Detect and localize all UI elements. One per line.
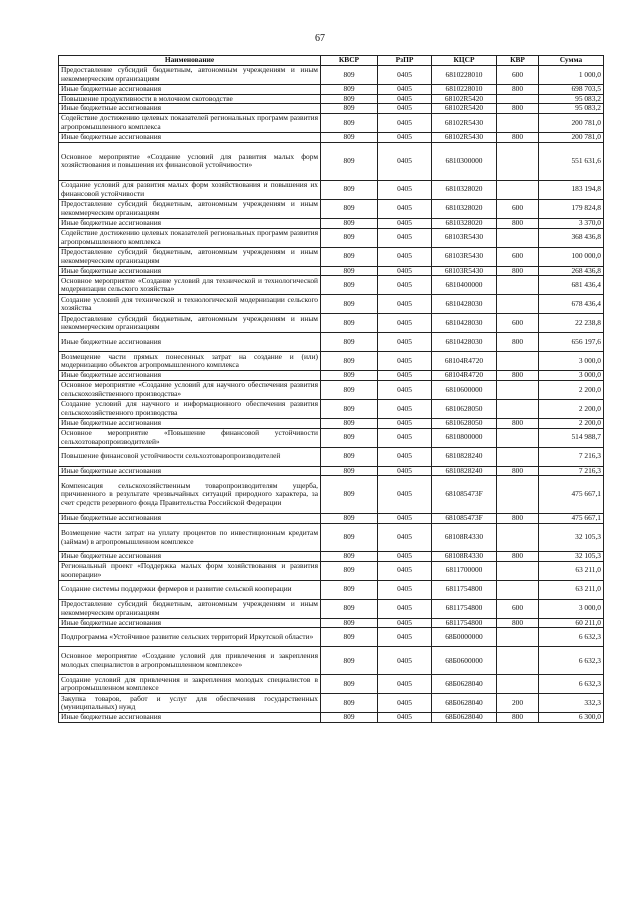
cell-rzpr: 0405 xyxy=(378,447,432,466)
cell-name: Иные бюджетные ассигнования xyxy=(59,85,321,95)
table-row xyxy=(59,380,604,399)
header-kvr: КВР xyxy=(497,56,539,66)
cell-kvsr: 809 xyxy=(321,380,378,399)
cell-rzpr: 0405 xyxy=(378,180,432,199)
cell-sum: 63 211,0 xyxy=(539,561,604,580)
cell-kcsr: 68102R5430 xyxy=(432,114,497,133)
cell-kvr xyxy=(497,380,539,399)
cell-kcsr: 68Б0628040 xyxy=(432,694,497,713)
cell-rzpr: 0405 xyxy=(378,647,432,675)
cell-sum: 183 194,8 xyxy=(539,180,604,199)
cell-sum: 95 083,2 xyxy=(539,94,604,104)
cell-kcsr: 6810600000 xyxy=(432,380,497,399)
cell-name: Компенсация сельскохозяйственным товаропроизводителям ущерба, причиненного в результате чрезвычайных ситуаций природного характера, за счет средств резервного фонда Правительства Российской Федерации xyxy=(59,476,321,514)
cell-sum: 32 105,3 xyxy=(539,552,604,562)
cell-kvsr: 809 xyxy=(321,333,378,352)
cell-sum: 268 436,8 xyxy=(539,266,604,276)
cell-kcsr: 6810828240 xyxy=(432,466,497,476)
cell-kcsr: 68102R5430 xyxy=(432,133,497,143)
cell-rzpr: 0405 xyxy=(378,133,432,143)
cell-kvr xyxy=(497,352,539,371)
cell-rzpr: 0405 xyxy=(378,114,432,133)
table-row xyxy=(59,66,604,85)
cell-kvsr: 809 xyxy=(321,352,378,371)
cell-kvsr: 809 xyxy=(321,694,378,713)
cell-kvsr: 809 xyxy=(321,199,378,218)
cell-kcsr: 6810328020 xyxy=(432,180,497,199)
cell-kvsr: 809 xyxy=(321,628,378,647)
table-row xyxy=(59,180,604,199)
cell-name: Иные бюджетные ассигнования xyxy=(59,104,321,114)
cell-name: Возмещение части затрат на уплату процентов по инвестиционным кредитам (займам) в агропромышленном комплексе xyxy=(59,524,321,552)
cell-kvsr: 809 xyxy=(321,713,378,723)
cell-kvr: 800 xyxy=(497,333,539,352)
cell-kcsr: 68103R5430 xyxy=(432,228,497,247)
cell-sum: 368 436,8 xyxy=(539,228,604,247)
cell-name: Предоставление субсидий бюджетным, автономным учреждениям и иным некоммерческим организациям xyxy=(59,66,321,85)
cell-kvsr: 809 xyxy=(321,447,378,466)
cell-kvsr: 809 xyxy=(321,247,378,266)
cell-kvsr: 809 xyxy=(321,514,378,524)
table-row xyxy=(59,561,604,580)
cell-kcsr: 68104R4720 xyxy=(432,371,497,381)
cell-kcsr: 6810228010 xyxy=(432,85,497,95)
cell-sum: 2 200,0 xyxy=(539,418,604,428)
table-row xyxy=(59,114,604,133)
table-row xyxy=(59,599,604,618)
table-row xyxy=(59,418,604,428)
cell-kvr xyxy=(497,628,539,647)
cell-rzpr: 0405 xyxy=(378,266,432,276)
table-row xyxy=(59,133,604,143)
cell-kcsr: 681085473F xyxy=(432,514,497,524)
cell-rzpr: 0405 xyxy=(378,618,432,628)
cell-kvr: 600 xyxy=(497,247,539,266)
cell-kvr: 800 xyxy=(497,85,539,95)
cell-kcsr: 6810628050 xyxy=(432,399,497,418)
cell-kvr: 800 xyxy=(497,133,539,143)
cell-kvr xyxy=(497,114,539,133)
cell-rzpr: 0405 xyxy=(378,418,432,428)
cell-sum: 6 632,3 xyxy=(539,628,604,647)
cell-name: Иные бюджетные ассигнования xyxy=(59,371,321,381)
cell-kvr xyxy=(497,476,539,514)
cell-kvsr: 809 xyxy=(321,276,378,295)
table-row xyxy=(59,142,604,180)
cell-kvsr: 809 xyxy=(321,180,378,199)
header-rzpr: РзПР xyxy=(378,56,432,66)
cell-rzpr: 0405 xyxy=(378,218,432,228)
cell-sum: 332,3 xyxy=(539,694,604,713)
cell-name: Иные бюджетные ассигнования xyxy=(59,466,321,476)
table-row xyxy=(59,713,604,723)
cell-kcsr: 68102R5420 xyxy=(432,104,497,114)
cell-name: Иные бюджетные ассигнования xyxy=(59,333,321,352)
cell-sum: 3 370,0 xyxy=(539,218,604,228)
cell-sum: 656 197,6 xyxy=(539,333,604,352)
table-row xyxy=(59,447,604,466)
cell-kvr: 800 xyxy=(497,552,539,562)
cell-name: Иные бюджетные ассигнования xyxy=(59,266,321,276)
cell-rzpr: 0405 xyxy=(378,552,432,562)
cell-kvsr: 809 xyxy=(321,266,378,276)
cell-kvr xyxy=(497,447,539,466)
cell-rzpr: 0405 xyxy=(378,713,432,723)
cell-sum: 698 703,5 xyxy=(539,85,604,95)
cell-kvr xyxy=(497,228,539,247)
cell-kcsr: 6810228010 xyxy=(432,66,497,85)
cell-name: Создание условий для научного и информационного обеспечения развития сельскохозяйственного производства xyxy=(59,399,321,418)
table-row xyxy=(59,618,604,628)
header-sum: Сумма xyxy=(539,56,604,66)
cell-kvsr: 809 xyxy=(321,114,378,133)
cell-name: Предоставление субсидий бюджетным, автономным учреждениям и иным некоммерческим организациям xyxy=(59,314,321,333)
table-row xyxy=(59,476,604,514)
cell-name: Иные бюджетные ассигнования xyxy=(59,514,321,524)
cell-name: Иные бюджетные ассигнования xyxy=(59,218,321,228)
cell-kvr xyxy=(497,580,539,599)
cell-kcsr: 681085473F xyxy=(432,476,497,514)
cell-kvr xyxy=(497,675,539,694)
cell-rzpr: 0405 xyxy=(378,580,432,599)
cell-kcsr: 6811700000 xyxy=(432,561,497,580)
cell-kvsr: 809 xyxy=(321,314,378,333)
cell-kvr xyxy=(497,180,539,199)
cell-kcsr: 68Б0628040 xyxy=(432,675,497,694)
cell-sum: 95 083,2 xyxy=(539,104,604,114)
cell-sum: 678 436,4 xyxy=(539,295,604,314)
cell-name: Создание условий для развития малых форм хозяйствования и повышения их финансовой устойчивости xyxy=(59,180,321,199)
cell-kvsr: 809 xyxy=(321,428,378,447)
cell-rzpr: 0405 xyxy=(378,247,432,266)
cell-rzpr: 0405 xyxy=(378,314,432,333)
table-row xyxy=(59,314,604,333)
cell-kvsr: 809 xyxy=(321,524,378,552)
table-row xyxy=(59,218,604,228)
table-header-row xyxy=(59,56,604,66)
cell-name: Создание условий для технической и технологической модернизации сельского хозяйства xyxy=(59,295,321,314)
table-row xyxy=(59,694,604,713)
cell-name: Предоставление субсидий бюджетным, автономным учреждениям и иным некоммерческим организациям xyxy=(59,199,321,218)
cell-name: Предоставление субсидий бюджетным, автономным учреждениям и иным некоммерческим организациям xyxy=(59,247,321,266)
cell-rzpr: 0405 xyxy=(378,276,432,295)
cell-kvr xyxy=(497,647,539,675)
cell-kvr: 800 xyxy=(497,104,539,114)
cell-kvsr: 809 xyxy=(321,104,378,114)
cell-kcsr: 6810328020 xyxy=(432,199,497,218)
cell-name: Основное мероприятие «Создание условий для развития малых форм хозяйствования и повышения их финансовой устойчивости» xyxy=(59,142,321,180)
cell-kvsr: 809 xyxy=(321,599,378,618)
cell-kvsr: 809 xyxy=(321,418,378,428)
cell-kvr: 800 xyxy=(497,618,539,628)
cell-sum: 2 200,0 xyxy=(539,399,604,418)
cell-name: Основное мероприятие «Повышение финансовой устойчивости сельхозтоваропроизводителей» xyxy=(59,428,321,447)
cell-kcsr: 6811754800 xyxy=(432,618,497,628)
header-kcsr: КЦСР xyxy=(432,56,497,66)
table-row xyxy=(59,276,604,295)
cell-kcsr: 68103R5430 xyxy=(432,266,497,276)
cell-name: Содействие достижению целевых показателей региональных программ развития агропромышленного комплекса xyxy=(59,114,321,133)
header-name: Наименование xyxy=(59,56,321,66)
table-row xyxy=(59,675,604,694)
cell-rzpr: 0405 xyxy=(378,104,432,114)
cell-kvr: 800 xyxy=(497,466,539,476)
cell-rzpr: 0405 xyxy=(378,380,432,399)
cell-kvsr: 809 xyxy=(321,218,378,228)
cell-kvsr: 809 xyxy=(321,228,378,247)
cell-rzpr: 0405 xyxy=(378,466,432,476)
table-row xyxy=(59,85,604,95)
cell-sum: 3 000,0 xyxy=(539,599,604,618)
cell-name: Иные бюджетные ассигнования xyxy=(59,713,321,723)
cell-rzpr: 0405 xyxy=(378,199,432,218)
cell-kvr xyxy=(497,428,539,447)
cell-kcsr: 68Б0628040 xyxy=(432,713,497,723)
cell-kcsr: 68108R4330 xyxy=(432,524,497,552)
cell-kvr xyxy=(497,295,539,314)
table-row xyxy=(59,647,604,675)
cell-kvr xyxy=(497,399,539,418)
table-row xyxy=(59,228,604,247)
cell-kvr: 800 xyxy=(497,713,539,723)
cell-rzpr: 0405 xyxy=(378,524,432,552)
cell-kvsr: 809 xyxy=(321,552,378,562)
cell-kvsr: 809 xyxy=(321,399,378,418)
cell-kvr xyxy=(497,276,539,295)
cell-sum: 200 781,0 xyxy=(539,114,604,133)
cell-kvr: 800 xyxy=(497,266,539,276)
cell-rzpr: 0405 xyxy=(378,628,432,647)
cell-sum: 63 211,0 xyxy=(539,580,604,599)
cell-sum: 200 781,0 xyxy=(539,133,604,143)
table-row xyxy=(59,628,604,647)
cell-kcsr: 6810428030 xyxy=(432,295,497,314)
cell-rzpr: 0405 xyxy=(378,85,432,95)
cell-kcsr: 6810428030 xyxy=(432,333,497,352)
cell-kcsr: 6810800000 xyxy=(432,428,497,447)
cell-sum: 3 000,0 xyxy=(539,352,604,371)
table-row xyxy=(59,199,604,218)
cell-name: Основное мероприятие «Создание условий для научного обеспечения развития сельскохозяйственного производства» xyxy=(59,380,321,399)
cell-name: Содействие достижению целевых показателей региональных программ развития агропромышленного комплекса xyxy=(59,228,321,247)
cell-sum: 7 216,3 xyxy=(539,447,604,466)
cell-sum: 681 436,4 xyxy=(539,276,604,295)
cell-kcsr: 68103R5430 xyxy=(432,247,497,266)
cell-rzpr: 0405 xyxy=(378,514,432,524)
table-row xyxy=(59,428,604,447)
cell-kvr: 800 xyxy=(497,218,539,228)
table-body xyxy=(59,66,604,723)
cell-name: Создание условий для привлечения и закрепления молодых специалистов в агропромышленном комплексе xyxy=(59,675,321,694)
table-row xyxy=(59,295,604,314)
cell-rzpr: 0405 xyxy=(378,371,432,381)
cell-kcsr: 6810300000 xyxy=(432,142,497,180)
cell-name: Иные бюджетные ассигнования xyxy=(59,618,321,628)
cell-sum: 475 667,1 xyxy=(539,476,604,514)
cell-kvsr: 809 xyxy=(321,142,378,180)
cell-sum: 551 631,6 xyxy=(539,142,604,180)
cell-kvsr: 809 xyxy=(321,580,378,599)
cell-rzpr: 0405 xyxy=(378,675,432,694)
cell-sum: 2 200,0 xyxy=(539,380,604,399)
cell-kvr xyxy=(497,561,539,580)
table-row xyxy=(59,371,604,381)
cell-sum: 22 238,8 xyxy=(539,314,604,333)
cell-sum: 475 667,1 xyxy=(539,514,604,524)
cell-name: Основное мероприятие «Создание условий для привлечения и закрепления молодых специалистов в агропромышленном комплексе» xyxy=(59,647,321,675)
cell-sum: 32 105,3 xyxy=(539,524,604,552)
cell-kcsr: 68108R4330 xyxy=(432,552,497,562)
cell-name: Иные бюджетные ассигнования xyxy=(59,552,321,562)
cell-kvr xyxy=(497,142,539,180)
cell-name: Иные бюджетные ассигнования xyxy=(59,133,321,143)
cell-kvsr: 809 xyxy=(321,66,378,85)
table-row xyxy=(59,524,604,552)
cell-kvsr: 809 xyxy=(321,466,378,476)
table-row xyxy=(59,247,604,266)
cell-kvsr: 809 xyxy=(321,675,378,694)
cell-kvr: 800 xyxy=(497,371,539,381)
cell-kcsr: 6811754800 xyxy=(432,580,497,599)
cell-sum: 6 632,3 xyxy=(539,675,604,694)
table-row xyxy=(59,333,604,352)
cell-kvsr: 809 xyxy=(321,133,378,143)
cell-name: Возмещение части прямых понесенных затрат на создание и (или) модернизацию объектов агропромышленного комплекса xyxy=(59,352,321,371)
cell-kcsr: 6810328020 xyxy=(432,218,497,228)
cell-sum: 6 300,0 xyxy=(539,713,604,723)
table-row xyxy=(59,466,604,476)
table-row xyxy=(59,104,604,114)
table-row xyxy=(59,552,604,562)
cell-kvsr: 809 xyxy=(321,561,378,580)
cell-rzpr: 0405 xyxy=(378,333,432,352)
cell-name: Закупка товаров, работ и услуг для обеспечения государственных (муниципальных) нужд xyxy=(59,694,321,713)
cell-kvsr: 809 xyxy=(321,371,378,381)
cell-kvsr: 809 xyxy=(321,476,378,514)
cell-sum: 6 632,3 xyxy=(539,647,604,675)
cell-kvsr: 809 xyxy=(321,85,378,95)
cell-sum: 514 988,7 xyxy=(539,428,604,447)
table-row xyxy=(59,352,604,371)
cell-rzpr: 0405 xyxy=(378,94,432,104)
cell-rzpr: 0405 xyxy=(378,599,432,618)
header-kvsr: КВСР xyxy=(321,56,378,66)
cell-kvr: 200 xyxy=(497,694,539,713)
table-row xyxy=(59,399,604,418)
cell-name: Основное мероприятие «Создание условий для технической и технологической модернизации сельского хозяйства» xyxy=(59,276,321,295)
cell-kvsr: 809 xyxy=(321,618,378,628)
cell-kcsr: 68102R5420 xyxy=(432,94,497,104)
cell-kcsr: 68104R4720 xyxy=(432,352,497,371)
cell-rzpr: 0405 xyxy=(378,694,432,713)
cell-kvr: 600 xyxy=(497,199,539,218)
cell-kcsr: 6810400000 xyxy=(432,276,497,295)
cell-kcsr: 68Б0600000 xyxy=(432,647,497,675)
cell-kcsr: 6810428030 xyxy=(432,314,497,333)
cell-name: Повышение финансовой устойчивости сельхозтоваропроизводителей xyxy=(59,447,321,466)
cell-sum: 60 211,0 xyxy=(539,618,604,628)
cell-name: Предоставление субсидий бюджетным, автономным учреждениям и иным некоммерческим организациям xyxy=(59,599,321,618)
table-row xyxy=(59,266,604,276)
cell-rzpr: 0405 xyxy=(378,352,432,371)
cell-sum: 100 000,0 xyxy=(539,247,604,266)
cell-rzpr: 0405 xyxy=(378,228,432,247)
cell-kvr: 800 xyxy=(497,514,539,524)
page-number: 67 xyxy=(315,33,325,44)
cell-name: Иные бюджетные ассигнования xyxy=(59,418,321,428)
budget-table xyxy=(58,55,604,723)
cell-rzpr: 0405 xyxy=(378,399,432,418)
cell-kvr: 800 xyxy=(497,418,539,428)
cell-name: Региональный проект «Поддержка малых форм хозяйствования и развития кооперации» xyxy=(59,561,321,580)
cell-rzpr: 0405 xyxy=(378,66,432,85)
cell-rzpr: 0405 xyxy=(378,428,432,447)
cell-rzpr: 0405 xyxy=(378,476,432,514)
cell-kvsr: 809 xyxy=(321,647,378,675)
cell-name: Подпрограмма «Устойчивое развитие сельских территорий Иркутской области» xyxy=(59,628,321,647)
cell-kvr: 600 xyxy=(497,314,539,333)
cell-kcsr: 6810828240 xyxy=(432,447,497,466)
cell-sum: 179 824,8 xyxy=(539,199,604,218)
cell-kvr: 600 xyxy=(497,599,539,618)
cell-kcsr: 6811754800 xyxy=(432,599,497,618)
table-row xyxy=(59,580,604,599)
cell-sum: 3 000,0 xyxy=(539,371,604,381)
cell-rzpr: 0405 xyxy=(378,142,432,180)
cell-sum: 7 216,3 xyxy=(539,466,604,476)
cell-rzpr: 0405 xyxy=(378,295,432,314)
cell-kcsr: 68Б0000000 xyxy=(432,628,497,647)
cell-kvsr: 809 xyxy=(321,295,378,314)
table-row xyxy=(59,514,604,524)
cell-kvr: 600 xyxy=(497,66,539,85)
cell-sum: 1 000,0 xyxy=(539,66,604,85)
cell-rzpr: 0405 xyxy=(378,561,432,580)
cell-kvr xyxy=(497,524,539,552)
cell-name: Повышение продуктивности в молочном скотоводстве xyxy=(59,94,321,104)
cell-kvsr: 809 xyxy=(321,94,378,104)
cell-kcsr: 6810628050 xyxy=(432,418,497,428)
cell-name: Создание системы поддержки фермеров и развитие сельской кооперации xyxy=(59,580,321,599)
